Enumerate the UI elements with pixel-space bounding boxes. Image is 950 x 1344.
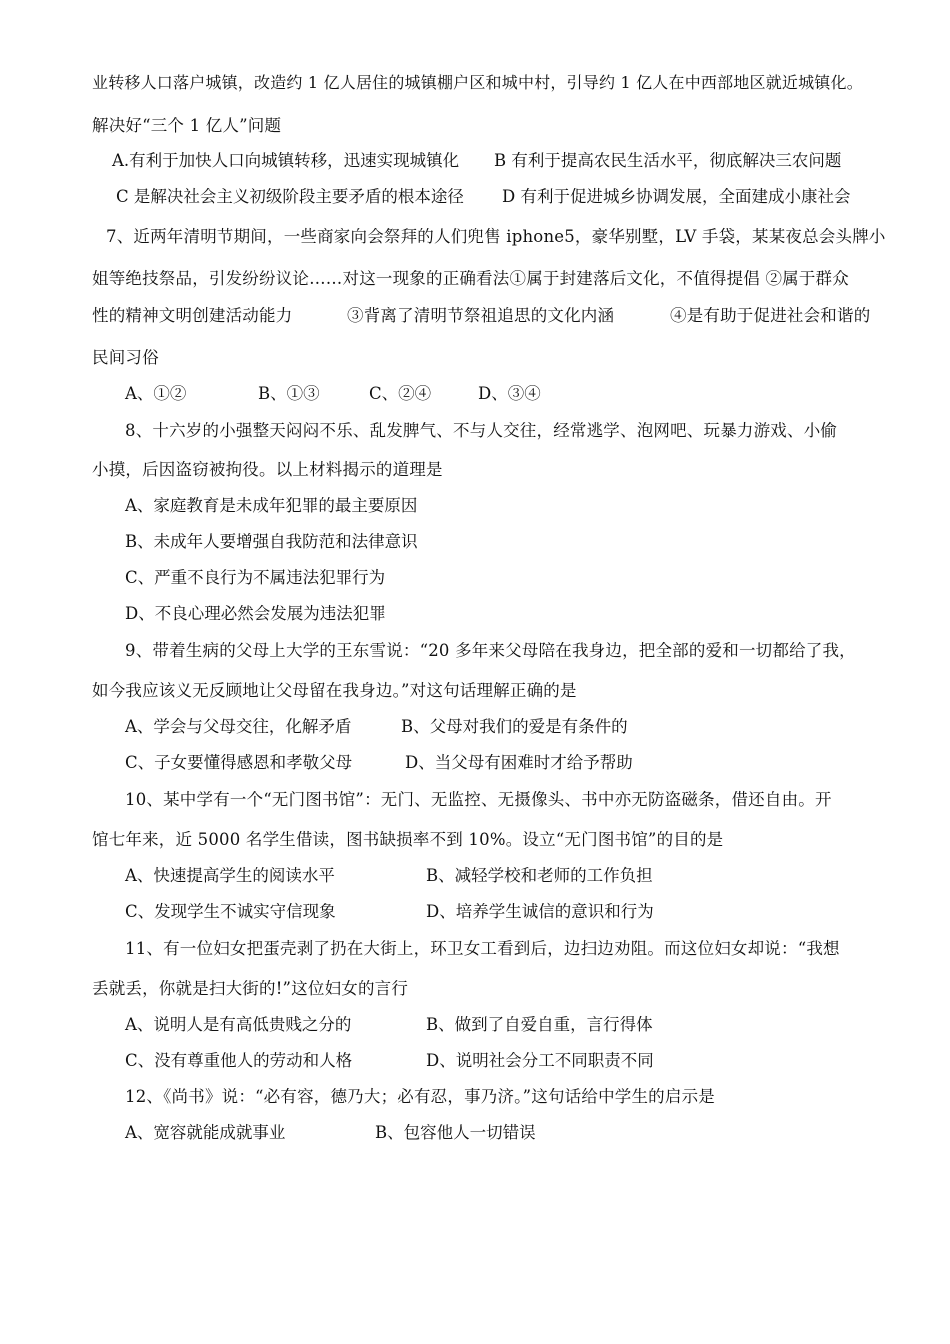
q8-line-1: 8、十六岁的小强整天闷闷不乐、乱发脾气、不与人交往，经常逃学、泡网吧、玩暴力游戏、小偷: [125, 421, 838, 440]
q9-option-b: B、父母对我们的爱是有条件的: [401, 717, 628, 736]
q8-line-2: 小摸，后因盗窃被拘役。以上材料揭示的道理是: [92, 460, 443, 479]
q11-option-d: D、说明社会分工不同职责不同: [426, 1051, 654, 1070]
q10-option-b: B、减轻学校和老师的工作负担: [426, 866, 653, 885]
q6-line-2: 解决好“三个 1 亿人”问题: [92, 116, 282, 135]
q6-option-d: D 有利于促进城乡协调发展，全面建成小康社会: [502, 187, 851, 206]
q6-option-c: C 是解决社会主义初级阶段主要矛盾的根本途径: [116, 187, 464, 206]
q7-option-d: D、③④: [478, 384, 541, 403]
q7-line-4: 民间习俗: [92, 348, 159, 367]
q11-option-b: B、做到了自爱自重，言行得体: [426, 1015, 653, 1034]
q9-option-a: A、学会与父母交往，化解矛盾: [125, 717, 352, 736]
q12-option-b: B、包容他人一切错误: [375, 1123, 536, 1142]
q7-line-1: 7、近两年清明节期间，一些商家向会祭拜的人们兜售 iphone5，豪华别墅，LV 手袋，某某夜总会头牌小: [106, 227, 886, 246]
q8-option-d: D、不良心理必然会发展为违法犯罪: [125, 604, 386, 623]
q11-option-a: A、说明人是有高低贵贱之分的: [125, 1015, 352, 1034]
q11-line-2: 丢就丢，你就是扫大街的!”这位妇女的言行: [92, 979, 409, 998]
q10-option-c: C、发现学生不诚实守信现象: [125, 902, 336, 921]
q6-line-1: 业转移人口落户城镇，改造约 1 亿人居住的城镇棚户区和城中村，引导约 1 亿人在中西部地区就近城镇化。: [92, 73, 863, 92]
q8-option-a: A、家庭教育是未成年犯罪的最主要原因: [125, 496, 418, 515]
q12-option-a: A、宽容就能成就事业: [125, 1123, 286, 1142]
q7-line-2: 姐等绝技祭品，引发纷纷议论……对这一现象的正确看法①属于封建落后文化，不值得提倡 ②属于群众: [92, 269, 849, 288]
q6-option-b: B 有利于提高农民生活水平，彻底解决三农问题: [494, 151, 842, 170]
q11-line-1: 11、有一位妇女把蛋壳剥了扔在大街上，环卫女工看到后，边扫边劝阻。而这位妇女却说：“我想: [125, 939, 840, 958]
q10-option-d: D、培养学生诚信的意识和行为: [426, 902, 654, 921]
q7-option-a: A、①②: [125, 384, 187, 403]
q7-line-3a: 性的精神文明创建活动能力: [92, 306, 293, 325]
q9-line-2: 如今我应该义无反顾地让父母留在我身边。”对这句话理解正确的是: [92, 681, 577, 700]
q10-line-1: 10、某中学有一个“无门图书馆”：无门、无监控、无摄像头、书中亦无防盗磁条，借还自由。开: [125, 790, 832, 809]
q7-line-3c: ④是有助于促进社会和谐的: [670, 306, 871, 325]
q9-option-d: D、当父母有困难时才给予帮助: [405, 753, 633, 772]
q12-line-1: 12、《尚书》说：“必有容，德乃大；必有忍，事乃济。”这句话给中学生的启示是: [125, 1087, 715, 1106]
q8-option-c: C、严重不良行为不属违法犯罪行为: [125, 568, 386, 587]
q6-option-a: A.有利于加快人口向城镇转移，迅速实现城镇化: [112, 151, 460, 170]
q8-option-b: B、未成年人要增强自我防范和法律意识: [125, 532, 418, 551]
q9-option-c: C、子女要懂得感恩和孝敬父母: [125, 753, 353, 772]
q10-option-a: A、快速提高学生的阅读水平: [125, 866, 335, 885]
q7-option-c: C、②④: [369, 384, 432, 403]
q10-line-2: 馆七年来，近 5000 名学生借读，图书缺损率不到 10%。设立“无门图书馆”的目的是: [92, 830, 724, 849]
q7-line-3b: ③背离了清明节祭祖追思的文化内涵: [347, 306, 615, 325]
q11-option-c: C、没有尊重他人的劳动和人格: [125, 1051, 353, 1070]
q7-option-b: B、①③: [258, 384, 320, 403]
q9-line-1: 9、带着生病的父母上大学的王东雪说：“20 多年来父母陪在我身边，把全部的爱和一切都给了我，: [125, 641, 856, 660]
